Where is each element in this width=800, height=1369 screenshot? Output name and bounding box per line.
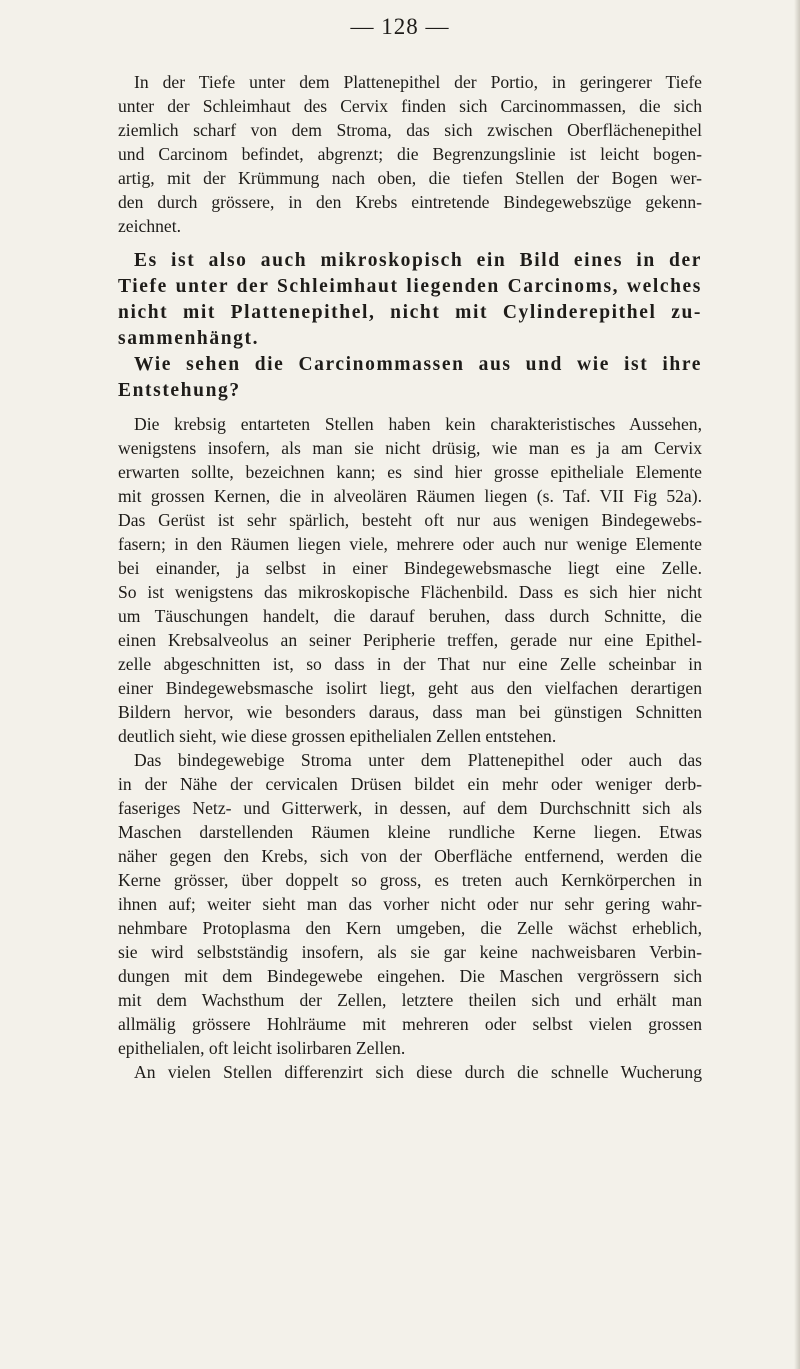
text-line: dungen mit dem Bindegewebe eingehen. Die Maschen vergrössern sich (118, 966, 702, 986)
text-line: Die krebsig entarteten Stellen haben kein charakteristisches Aussehen, (134, 414, 702, 434)
text-line: mit dem Wachsthum der Zellen, letztere theilen sich und erhält man (118, 990, 702, 1010)
text-line: ihnen auf; weiter sieht man das vorher nicht oder nur sehr gering wahr- (118, 894, 702, 914)
text-line: Das bindegewebige Stroma unter dem Plattenepithel oder auch das (134, 750, 702, 770)
text-line: faseriges Netz- und Gitterwerk, in dessen, auf dem Durchschnitt sich als (118, 798, 702, 818)
text-line: Es ist also auch mikroskopisch ein Bild eines in der (134, 250, 702, 271)
text-line: allmälig grössere Hohlräume mit mehreren oder selbst vielen grossen (118, 1014, 702, 1034)
text-line: mit grossen Kernen, die in alveolären Räumen liegen (s. Taf. VII Fig 52a). (118, 486, 702, 506)
text-line: in der Nähe der cervicalen Drüsen bildet ein mehr oder weniger derb- (118, 774, 702, 794)
text-line: In der Tiefe unter dem Plattenepithel der Portio, in geringerer Tiefe (134, 72, 702, 92)
page-number: — 128 — (350, 14, 450, 39)
paragraph-4 (118, 412, 702, 748)
text-line: zeichnet. (118, 216, 182, 236)
text-line: näher gegen den Krebs, sich von der Oberfläche entfernend, werden die (118, 846, 702, 866)
text-line: artig, mit der Krümmung nach oben, die tiefen Stellen der Bogen wer- (118, 168, 702, 188)
text-line: fasern; in den Räumen liegen viele, mehrere oder auch nur wenige Elemente (118, 534, 702, 554)
text-line: Maschen darstellenden Räumen kleine rundliche Kerne liegen. Etwas (118, 822, 702, 842)
text-line: So ist wenigstens das mikroskopische Flächenbild. Dass es sich hier nicht (118, 582, 702, 602)
text-line: sammenhängt. (118, 328, 260, 349)
text-line: sie wird selbstständig insofern, als sie gar keine nachweisbaren Verbin- (118, 942, 702, 962)
paragraph-6 (118, 1060, 702, 1084)
emphasis-block (118, 248, 702, 404)
text-line: wenigstens insofern, als man sie nicht drüsig, wie man es ja am Cervix (118, 438, 702, 458)
text-line: nehmbare Protoplasma den Kern umgeben, die Zelle wächst erheblich, (118, 918, 702, 938)
page-edge-shadow (794, 0, 800, 1369)
text-line: Entstehung? (118, 380, 241, 401)
paragraph-1 (118, 70, 702, 238)
paragraph-2-spaced (118, 248, 702, 352)
text-line: den durch grössere, in den Krebs eintretende Bindegewebszüge gekenn- (118, 192, 702, 212)
text-line: Bildern hervor, wie besonders daraus, dass man bei günstigen Schnitten (118, 702, 702, 722)
text-line: um Täuschungen handelt, die darauf beruhen, dass durch Schnitte, die (118, 606, 702, 626)
text-line: Wie sehen die Carcinommassen aus und wie ist ihre (134, 354, 702, 375)
text-line: Das Gerüst ist sehr spärlich, besteht oft nur aus wenigen Bindegewebs- (118, 510, 702, 530)
text-line: ziemlich scharf von dem Stroma, das sich zwischen Oberflächenepithel (118, 120, 702, 140)
text-line: und Carcinom befindet, abgrenzt; die Begrenzungslinie ist leicht bogen- (118, 144, 702, 164)
text-line: einer Bindegewebsmasche isolirt liegt, geht aus den vielfachen derartigen (118, 678, 702, 698)
text-line: epithelialen, oft leicht isolirbaren Zellen. (118, 1038, 406, 1058)
text-line: Tiefe unter der Schleimhaut liegenden Carcinoms, welches (118, 276, 702, 297)
text-line: An vielen Stellen differenzirt sich diese durch die schnelle Wucherung (134, 1062, 702, 1082)
text-line: zelle abgeschnitten ist, so dass in der That nur eine Zelle scheinbar in (118, 654, 702, 674)
text-line: unter der Schleimhaut des Cervix finden sich Carcinommassen, die sich (118, 96, 702, 116)
text-line: einen Krebsalveolus an seiner Peripherie treffen, gerade nur eine Epithel- (118, 630, 702, 650)
page-body (118, 70, 702, 1084)
text-line: erwarten sollte, bezeichnen kann; es sind hier grosse epitheliale Elemente (118, 462, 702, 482)
text-line: Kerne grösser, über doppelt so gross, es treten auch Kernkörperchen in (118, 870, 702, 890)
text-line: deutlich sieht, wie diese grossen epithelialen Zellen entstehen. (118, 726, 557, 746)
text-line: bei einander, ja selbst in einer Bindegewebsmasche liegt eine Zelle. (118, 558, 702, 578)
paragraph-3-spaced (118, 352, 702, 404)
text-line: nicht mit Plattenepithel, nicht mit Cylinderepithel zu- (118, 302, 702, 323)
paragraph-5 (118, 748, 702, 1060)
